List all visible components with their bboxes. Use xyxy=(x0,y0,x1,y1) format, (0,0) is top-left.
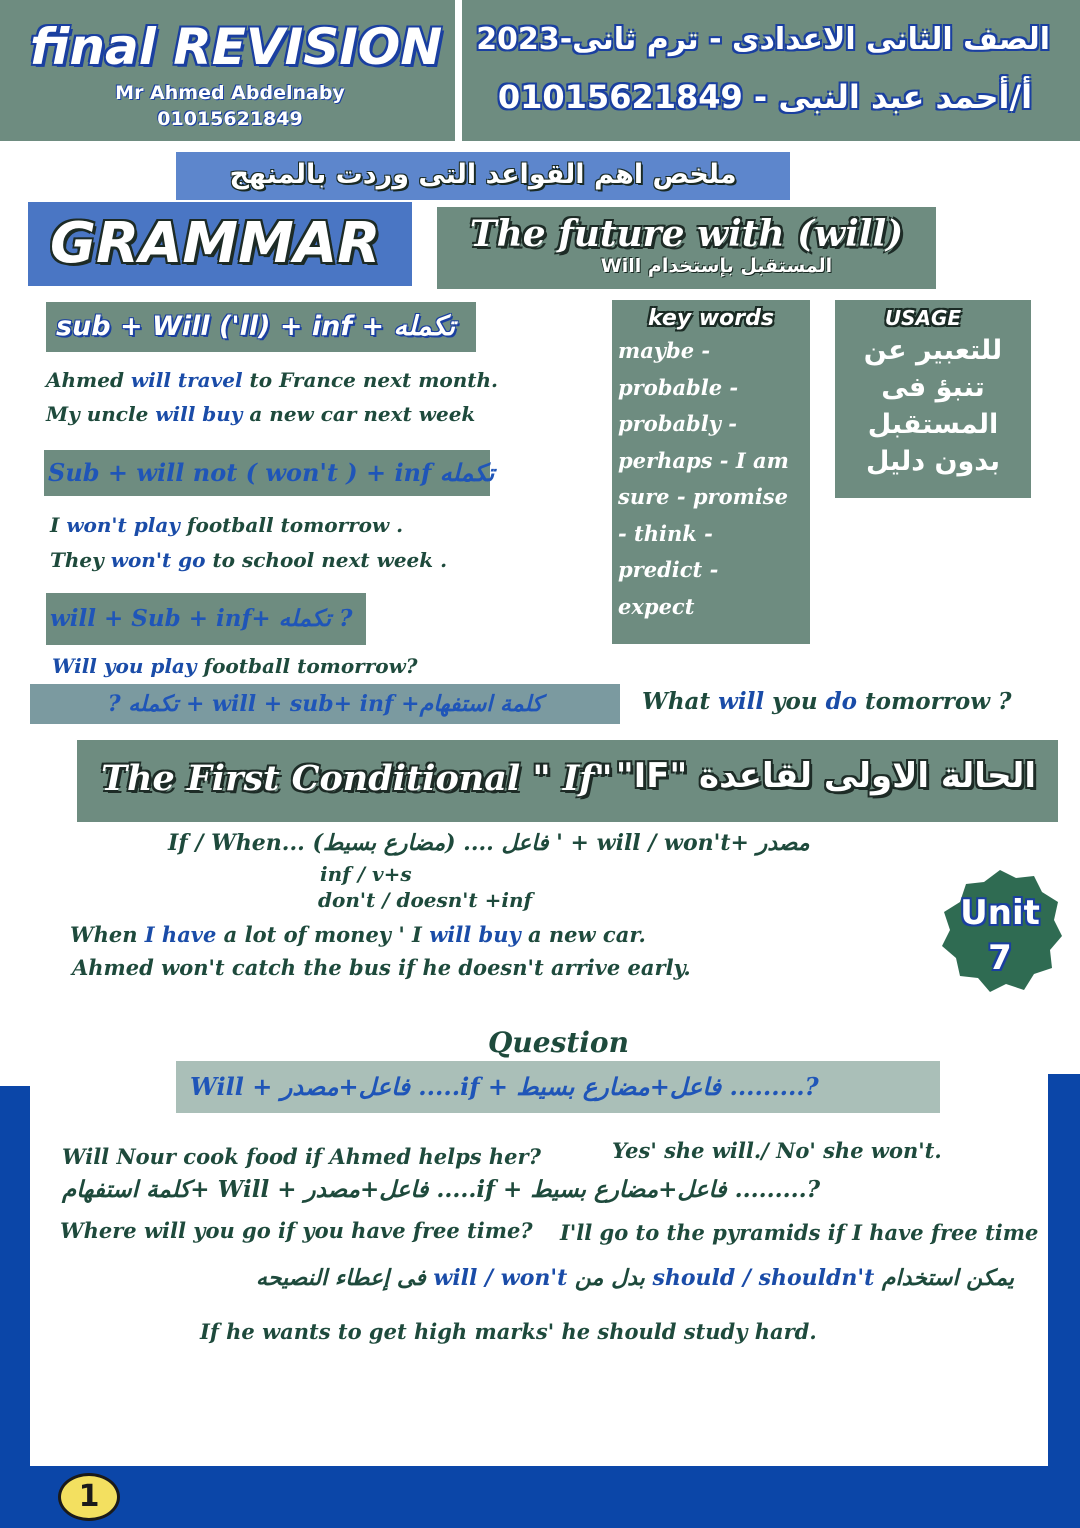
unit-badge-label: Unit xyxy=(960,893,1040,933)
text: When xyxy=(70,922,145,947)
future-subtitle: المستقبل بإستخدام Will xyxy=(600,255,833,277)
header-right-line1: الصف الثانى الاعدادى - ترم ثانى-2023 xyxy=(476,22,1050,57)
question-formula: will + Sub + inf+ تكمله ? xyxy=(50,605,353,632)
page-number-badge xyxy=(58,1473,120,1521)
text: football tomorrow? xyxy=(196,654,418,678)
header-left-phone: 01015621849 xyxy=(157,108,303,130)
question-section-formula-box xyxy=(176,1061,940,1113)
verb: won't go xyxy=(110,548,206,572)
text: tomorrow ? xyxy=(857,688,1012,715)
key-word-line: sure - promise xyxy=(618,484,788,509)
grammar-box xyxy=(28,202,412,286)
usage-line: المستقبل xyxy=(867,409,999,440)
advice-note xyxy=(104,1265,1014,1291)
wh-example xyxy=(642,688,1012,715)
wh-formula: كلمة استفهام+ will + sub+ inf + تكمله ? xyxy=(107,691,543,717)
usage-box xyxy=(835,300,1031,498)
key-word-line: expect xyxy=(618,593,695,619)
text: What xyxy=(642,688,719,715)
usage-line: بدون دليل xyxy=(865,446,1001,477)
conditional-example-2: Ahmed won't catch the bus if he doesn't arrive early. xyxy=(72,955,691,980)
affirmative-example-1 xyxy=(46,368,498,392)
conditional-formula-line1: If / When... (مضارع بسيط) .... فاعل ' + will / won't+ مصدر xyxy=(168,830,810,856)
unit-badge-number: 7 xyxy=(988,938,1012,978)
frame-left xyxy=(0,1086,30,1528)
header-right-line2: أ/أحمد عبد النبى - 01015621849 xyxy=(497,78,1033,116)
question-example-1 xyxy=(52,654,418,678)
text: My uncle xyxy=(46,402,156,426)
text: Ahmed xyxy=(46,368,131,392)
key-word-line: probably - xyxy=(618,411,737,436)
usage-list xyxy=(835,332,1031,480)
conditional-title-box xyxy=(77,740,1058,822)
conditional-formula-line2: inf / v+s xyxy=(320,862,412,886)
header-left-title: final REVISION xyxy=(30,18,443,76)
key-words-list xyxy=(618,333,810,625)
wh-formula-box xyxy=(30,684,620,724)
summary-banner-text: ملخص اهم القواعد التى وردت بالمنهج xyxy=(229,159,737,190)
text: a new car. xyxy=(520,922,646,947)
key-word-line: - think - xyxy=(618,520,713,546)
text: They xyxy=(50,548,111,572)
key-words-title: key words xyxy=(648,306,774,331)
page-number: 1 xyxy=(78,1479,100,1514)
verb: will travel xyxy=(130,368,243,392)
question-section-wh-formula: كلمة استفهام+ Will + فاعل+مصدر .....if + فاعل+مضارع بسيط .........? xyxy=(62,1176,821,1203)
verb: will buy xyxy=(155,402,243,426)
conditional-formula-line3: don't / doesn't +inf xyxy=(318,888,533,912)
usage-title: USAGE xyxy=(884,306,962,330)
key-word-line: probable - xyxy=(618,374,739,400)
text: بدل من xyxy=(567,1265,653,1291)
key-words-box xyxy=(612,300,810,644)
text: a lot of money ' I xyxy=(216,922,430,947)
key-word-line: maybe - xyxy=(618,338,711,363)
question-formula-box xyxy=(46,593,366,645)
header-left-teacher: Mr Ahmed Abdelnaby xyxy=(115,82,345,104)
future-title-box xyxy=(437,207,936,289)
grammar-label: GRAMMAR xyxy=(50,211,381,276)
advice-example: If he wants to get high marks' he should study hard. xyxy=(200,1319,817,1344)
verb: will xyxy=(718,688,765,715)
text: football tomorrow . xyxy=(179,513,404,537)
negative-formula: Sub + will not ( won't ) + inf تكمله xyxy=(48,458,495,487)
affirmative-example-2 xyxy=(46,402,475,426)
modal: will / won't xyxy=(433,1265,568,1291)
negative-formula-box xyxy=(44,450,495,496)
modal: should / shouldn't xyxy=(652,1265,875,1291)
question-heading: Question xyxy=(488,1026,629,1059)
text: فى إعطاء النصيحه xyxy=(256,1265,434,1291)
conditional-title-en: The First Conditional " If" xyxy=(101,758,613,799)
usage-line: تنبؤ فى xyxy=(881,372,985,403)
question-section-answer-2: I'll go to the pyramids if I have free time xyxy=(560,1220,1039,1245)
text: يمكن استخدام xyxy=(874,1265,1014,1291)
question-section-example-2: Where will you go if you have free time? xyxy=(60,1218,533,1243)
usage-line: للتعبير عن xyxy=(863,335,1003,366)
question-section-answer-1: Yes' she will./ No' she won't. xyxy=(612,1138,942,1163)
negative-example-1 xyxy=(50,513,403,537)
key-word-line: predict - xyxy=(618,557,719,582)
key-word-line: perhaps - I am xyxy=(618,447,789,473)
text: to France next month. xyxy=(242,368,498,392)
text: to school next week . xyxy=(205,548,448,572)
text: you xyxy=(764,688,826,715)
verb: will buy xyxy=(429,922,521,947)
negative-example-2 xyxy=(50,548,447,572)
future-title: The future with (will) xyxy=(469,213,904,255)
conditional-example-1 xyxy=(70,922,646,947)
frame-right xyxy=(1048,1074,1080,1528)
text: a new car next week xyxy=(242,402,476,426)
verb: do xyxy=(825,688,857,715)
question-section-example-1: Will Nour cook food if Ahmed helps her? xyxy=(62,1144,541,1169)
summary-banner xyxy=(176,152,790,200)
verb: won't play xyxy=(66,513,180,537)
affirmative-formula: sub + Will ('ll) + inf + تكمله xyxy=(56,311,455,342)
conditional-title-ar: الحالة الاولى لقاعدة "IF" xyxy=(615,756,1036,796)
verb: Will you play xyxy=(52,654,197,678)
question-section-formula: Will + فاعل+مصدر .....if + فاعل+مضارع بسيط .........? xyxy=(190,1072,819,1101)
text: I xyxy=(50,513,67,537)
frame-bottom xyxy=(0,1466,1080,1528)
verb: I have xyxy=(144,922,217,947)
affirmative-formula-box xyxy=(46,302,476,352)
